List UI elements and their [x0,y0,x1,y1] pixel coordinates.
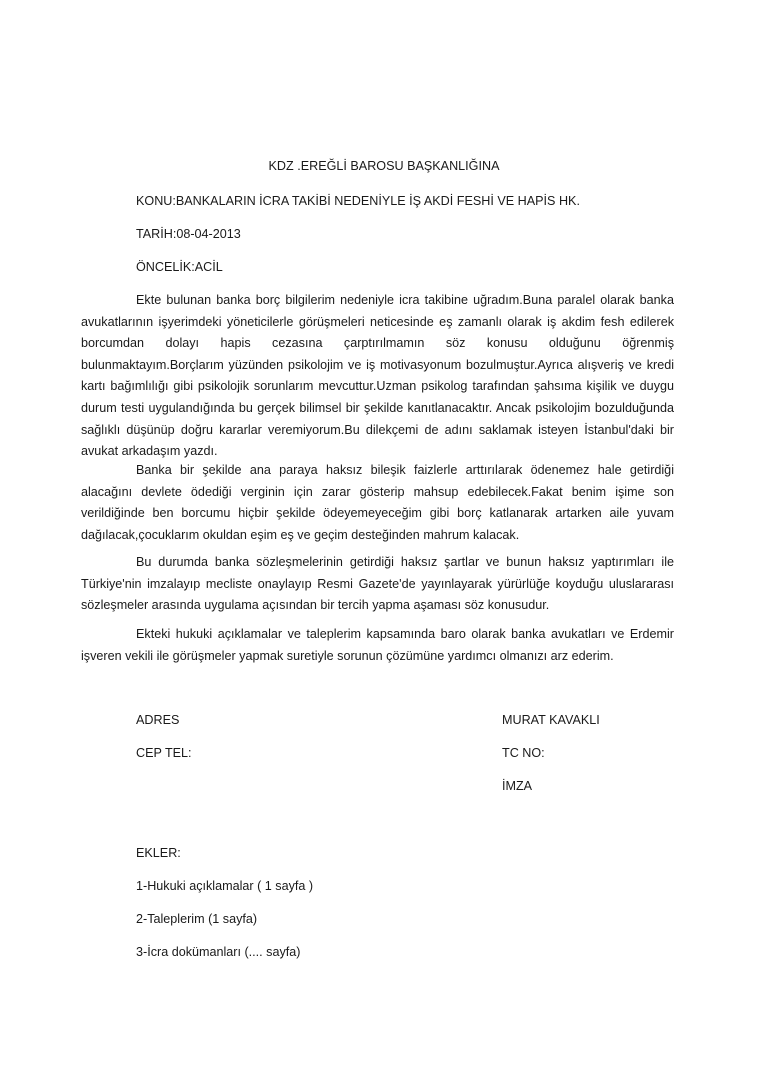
paragraph-4: Ekteki hukuki açıklamalar ve taleplerim kapsamında baro olarak banka avukatları ve Erdemir işveren vekili ile görüşmeler yapmak suretiyle sorunun çözümüne yardımcı olmanızı arz ederim. [81,627,674,663]
signer-name: MURAT KAVAKLI [502,713,600,727]
attachment-item: 2-Taleplerim (1 sayfa) [136,912,258,926]
date-line: TARİH:08-04-2013 [136,227,241,241]
id-number-label: TC NO: [502,746,545,760]
attachment-item: 3-İcra dokümanları (.... sayfa) [136,945,301,959]
address-label: ADRES [136,713,180,727]
paragraph-1: Ekte bulunan banka borç bilgilerim nedeniyle icra takibine uğradım.Buna paralel olarak banka avukatlarının işyerimdeki yöneticilerle görüşmeleri neticesinde eş zamanlı olarak iş akdim fesh edilerek borcumdan dolayı hapis cezasına çarptırılmamın söz konusu olduğunu öğrenmiş bulunmaktayım.Borçlarım yüzünden psikolojim ve iş motivasyonum bozulmuştur.Ayrıca alışveriş ve kredi kartı bağımlılığı gibi psikolojik sorunlarım mevcuttur.Uzman psikolog tarafından şahsıma kişilik ve duygu durum testi uygulandığında bu gerçek bilimsel bir şekilde kanıtlanacaktır. Ancak psikolojim bozulduğunda sağlıklı düşünüp doğru kararlar veremiyorum.Bu dilekçemi de adını saklamak isteyen İstanbul'daki bir avukat arkadaşım yazdı. [81,293,674,459]
phone-label: CEP TEL: [136,746,192,760]
priority-line: ÖNCELİK:ACİL [136,260,223,274]
paragraph-2: Banka bir şekilde ana paraya haksız bileşik faizlerle arttırılarak ödenemez hale getirdiği alacağını devlete ödediği verginin için zarar gösterip mahsup edebilecek.Fakat benim işime son verildiğinde ben borcumu hiçbir şekilde ödeyemeyeceğim gibi borç katlanarak artarken aile yuvam dağılacak,çocuklarım okuldan eşim eş ve geçim desteğinden mahrum kalacak. [81,463,674,542]
subject-line: KONU:BANKALARIN İCRA TAKİBİ NEDENİYLE İŞ AKDİ FESHİ VE HAPİS HK. [136,194,580,208]
document-title: KDZ .EREĞLİ BAROSU BAŞKANLIĞINA [268,159,500,173]
paragraph-3: Bu durumda banka sözleşmelerinin getirdiği haksız şartlar ve bunun haksız yaptırımları ile Türkiye'nin imzalayıp mecliste onaylayıp Resmi Gazete'de yayınlayarak yürürlüğe koyduğu uluslararası sözleşmeler arasında uygulama açısından bir tercih yapma aşaması söz konusudur. [81,555,674,613]
signature-label: İMZA [502,779,533,793]
attachment-item: 1-Hukuki açıklamalar ( 1 sayfa ) [136,879,314,893]
attachments-heading: EKLER: [136,846,181,860]
